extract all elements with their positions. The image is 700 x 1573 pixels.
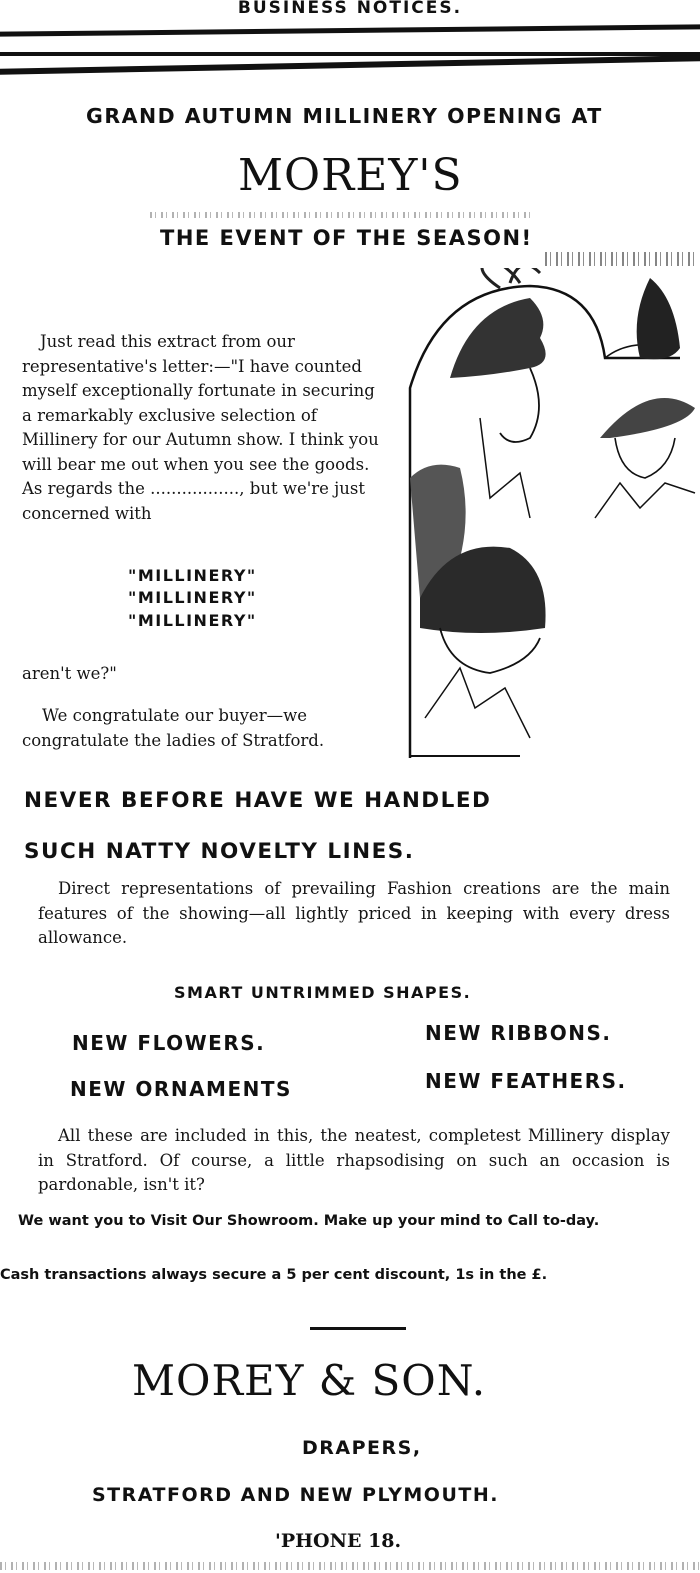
new-ribbons: NEW RIBBONS. — [425, 1021, 612, 1045]
locations: STRATFORD AND NEW PLYMOUTH. — [92, 1484, 499, 1506]
headline-never-before: NEVER BEFORE HAVE WE HANDLED — [24, 788, 492, 813]
new-feathers: NEW FEATHERS. — [425, 1069, 627, 1093]
congratulate-paragraph: We congratulate our buyer—we congratulate the ladies of Stratford. — [22, 706, 325, 750]
print-noise — [150, 212, 530, 218]
direct-paragraph: Direct representations of prevailing Fashion creations are the main features of the showing—all lightly priced in keeping with every dress allowance. — [38, 879, 670, 947]
header-rule-bottom — [0, 52, 700, 56]
arent-we-line: aren't we?" — [22, 664, 117, 683]
header-rule-bottom-thin — [0, 55, 700, 74]
millinery-line-3: "MILLINERY" — [128, 611, 257, 630]
millinery-line-1: "MILLINERY" — [128, 566, 257, 585]
phone-number: 'PHONE 18. — [275, 1530, 402, 1552]
trade-label: DRAPERS, — [302, 1437, 422, 1459]
cash-line: Cash transactions always secure a 5 per cent discount, 1s in the £. — [0, 1267, 548, 1283]
store-name: MOREY'S — [238, 150, 463, 201]
new-flowers: NEW FLOWERS. — [72, 1031, 266, 1055]
opening-line: GRAND AUTUMN MILLINERY OPENING AT — [86, 104, 603, 128]
new-ornaments: NEW ORNAMENTS — [70, 1077, 292, 1101]
firm-name: MOREY & SON. — [132, 1356, 487, 1405]
millinery-line-2: "MILLINERY" — [128, 588, 257, 607]
draped-hat-figure — [410, 465, 546, 756]
shapes-heading: SMART UNTRIMMED SHAPES. — [174, 983, 472, 1002]
print-noise — [0, 1562, 700, 1570]
print-noise — [545, 252, 695, 266]
intro-paragraph: Just read this extract from our representative's letter:—"I have counted myself exceptionally fortunate in securing a remarkably exclusive selection of Millinery for our Autumn show. I think you will bear me out when you see the goods. As regards the ................., but we're just concerned with — [22, 332, 379, 523]
section-title: BUSINESS NOTICES. — [237, 0, 463, 18]
header-rule-top — [0, 24, 700, 36]
all-these-paragraph: All these are included in this, the neatest, completest Millinery display in Stratford. Of course, a little rhapsodising on such an occasion is pardonable, isn't it? — [38, 1126, 670, 1194]
millinery-illustration — [380, 268, 700, 768]
tagline: THE EVENT OF THE SEASON! — [160, 226, 533, 250]
visit-line: We want you to Visit Our Showroom. Make up your mind to Call to-day. — [18, 1213, 600, 1229]
plumed-hat-figure — [595, 278, 695, 518]
footer-rule — [310, 1327, 406, 1330]
headline-natty-novelty: SUCH NATTY NOVELTY LINES. — [24, 839, 415, 864]
